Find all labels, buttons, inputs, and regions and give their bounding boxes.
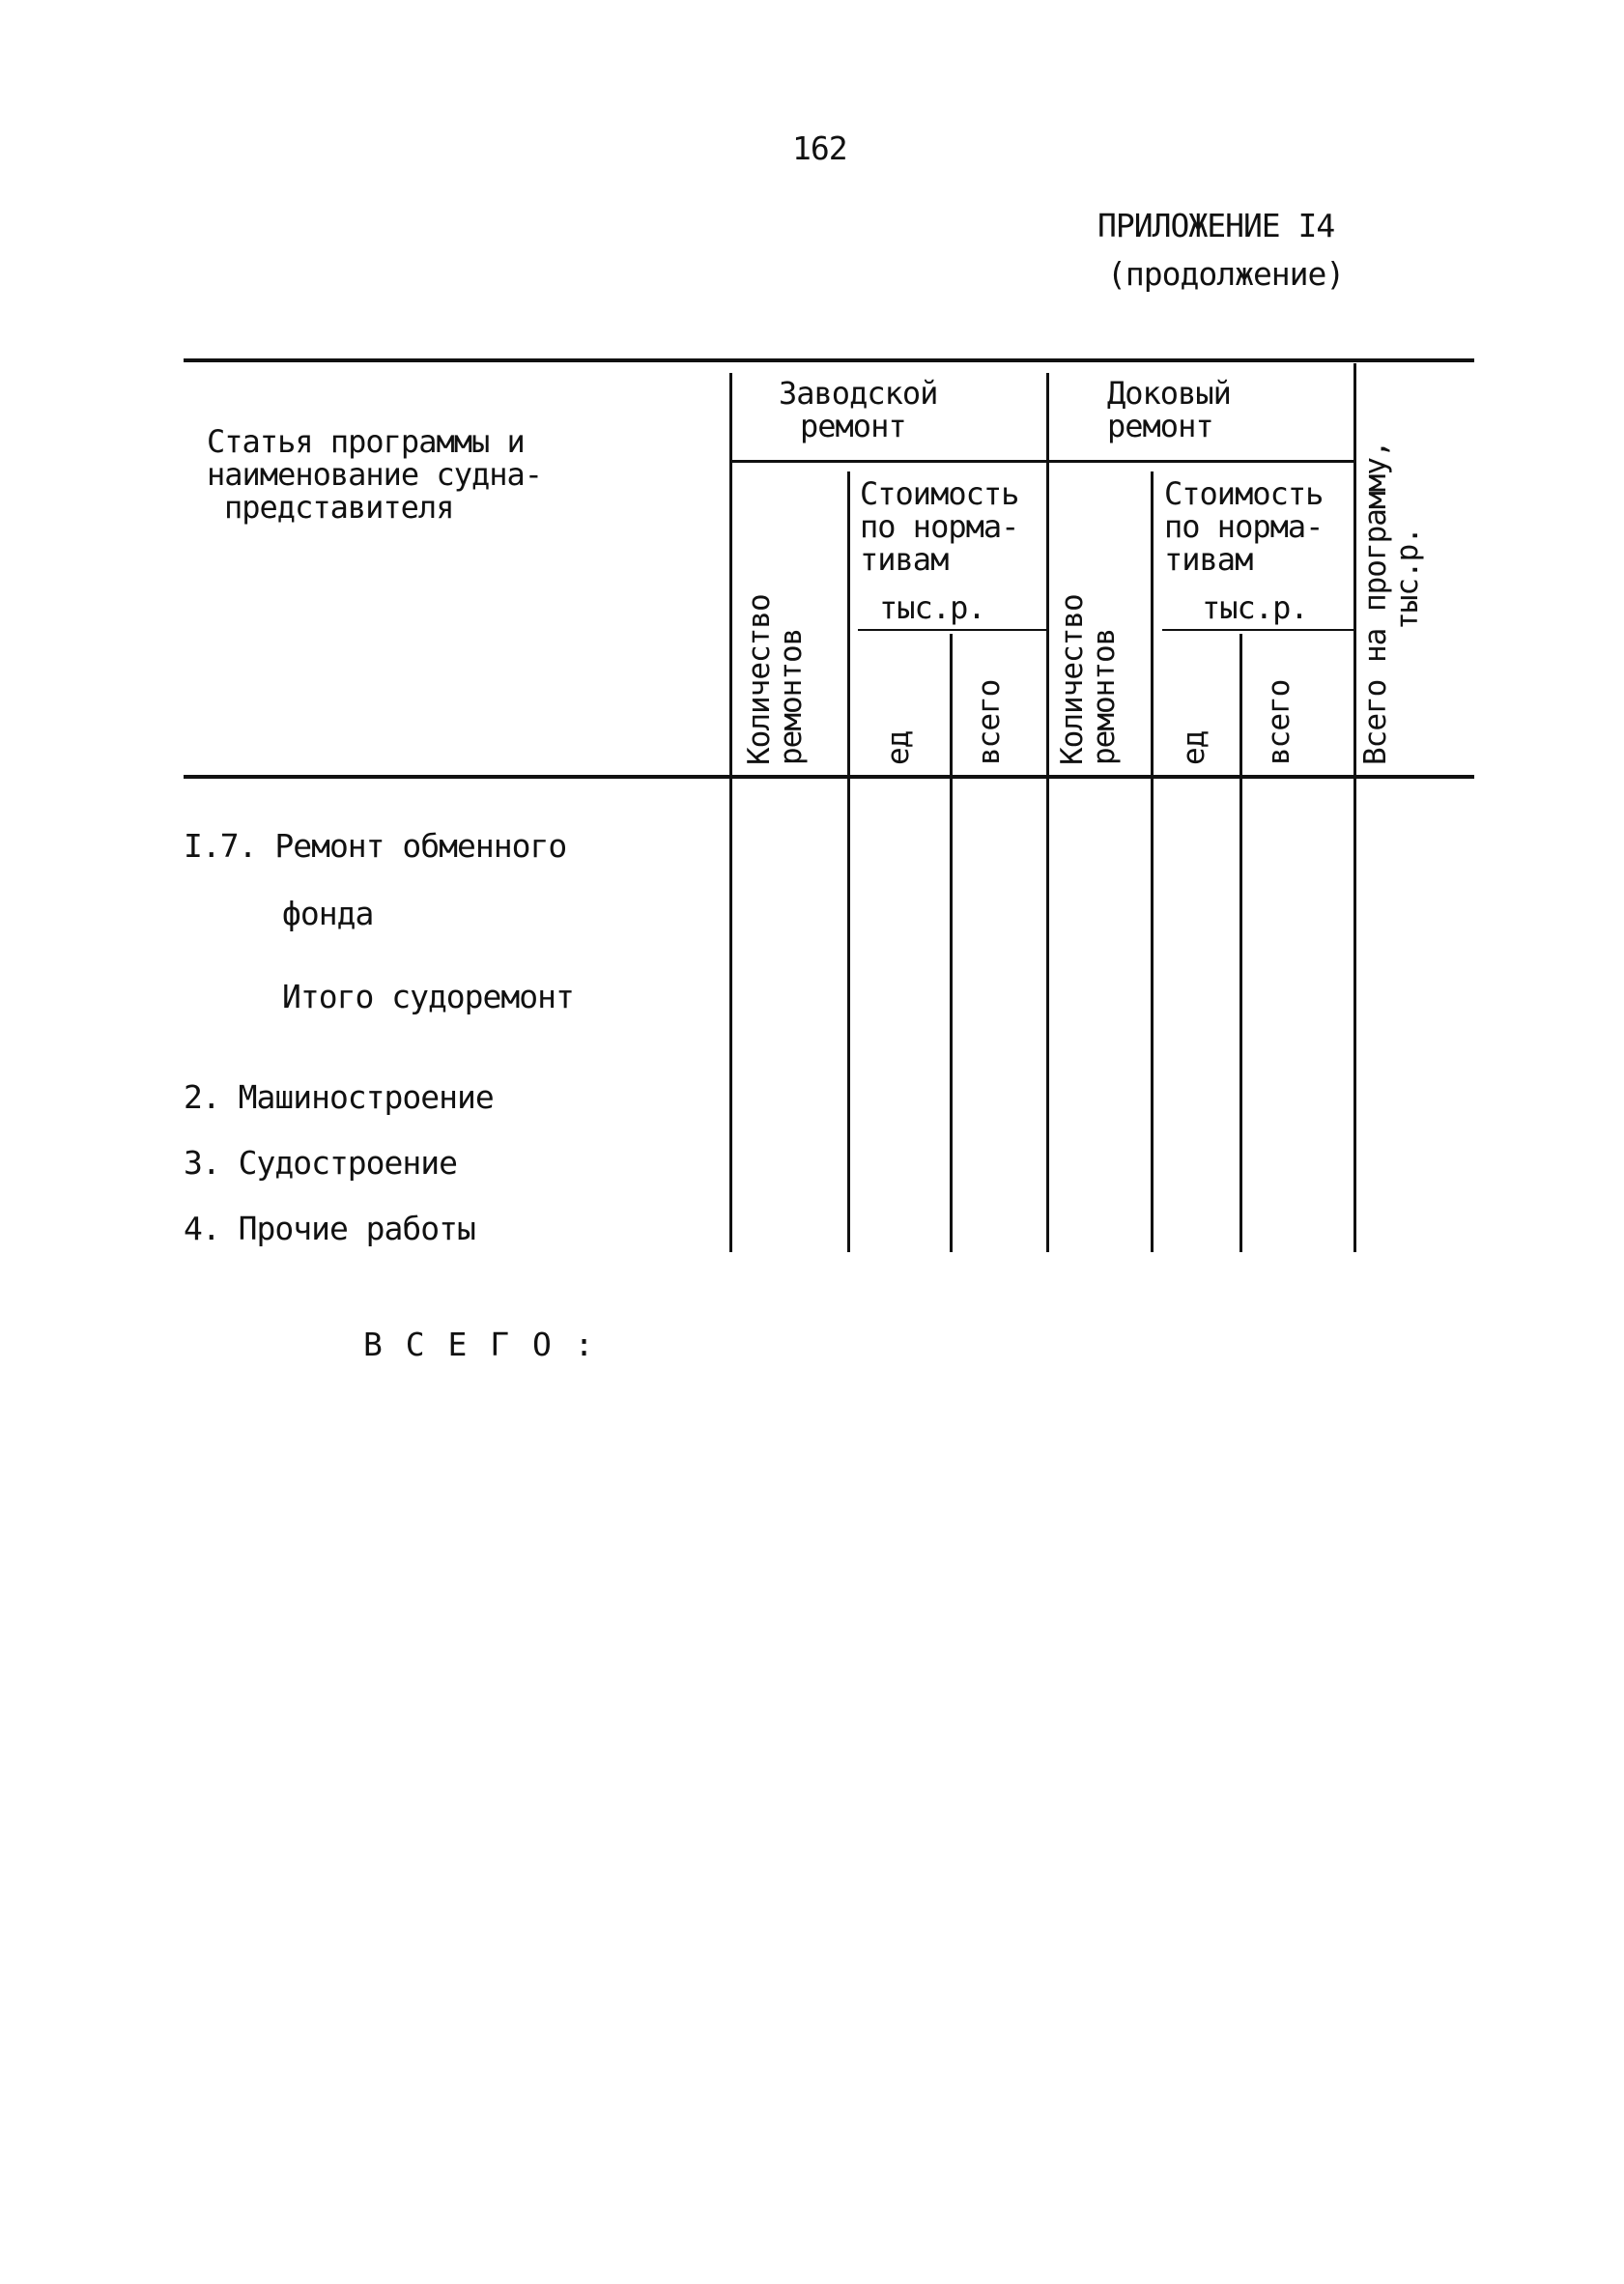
dock-cost-header-line-2: по норма- <box>1164 508 1324 545</box>
col-divider-factory-dock <box>1046 373 1049 1252</box>
appendix-note: (продолжение) <box>1107 255 1345 293</box>
dock-unit-label: тыс.р. <box>1202 589 1308 626</box>
program-total-line-1: Всего на программу, <box>1358 441 1393 765</box>
table-row-label: фонда <box>282 895 374 932</box>
factory-unit-rule <box>858 629 1048 631</box>
program-total-header <box>1360 441 1424 765</box>
table-row-label: 3. Судостроение <box>184 1144 458 1182</box>
factory-unit-label: тыс.р. <box>879 589 985 626</box>
dock-cost-header <box>1164 477 1323 576</box>
factory-cost-header-line-1: Стоимость <box>860 475 1019 512</box>
appendix-title: ПРИЛОЖЕНИЕ I4 <box>1097 207 1335 244</box>
dock-cost-header-line-3: тивам <box>1164 541 1253 578</box>
item-column-header-line-2: наименование судна- <box>207 456 543 493</box>
dock-cost-header-line-1: Стоимость <box>1164 475 1324 512</box>
dock-repairs-count-line-2: ремонтов <box>1087 628 1122 765</box>
factory-repairs-count-line-1: Количество <box>742 594 777 765</box>
factory-repair-header <box>779 377 937 443</box>
dock-total-header: всего <box>1262 679 1296 765</box>
item-column-header-line-1: Статья программы и <box>207 423 525 460</box>
col-divider-item <box>729 373 732 1252</box>
dock-repairs-count-header <box>1057 594 1121 765</box>
dock-unit-rule <box>1162 629 1355 631</box>
dock-per-unit-header: ед <box>1177 730 1211 765</box>
page-number: 162 <box>792 129 847 167</box>
col-divider-dock-unit <box>1239 634 1242 1252</box>
factory-repairs-count-line-2: ремонтов <box>774 628 809 765</box>
dock-repairs-count-line-1: Количество <box>1055 594 1090 765</box>
factory-total-header: всего <box>972 679 1007 765</box>
dock-subheader-rule <box>1048 460 1355 463</box>
factory-cost-header <box>860 477 1018 576</box>
factory-repair-header-line-1: Заводской <box>779 375 938 412</box>
dock-repair-header <box>1107 377 1231 443</box>
col-divider-factory-count <box>847 471 850 1252</box>
dock-repair-header-line-1: Доковый <box>1107 375 1231 412</box>
col-divider-factory-unit <box>950 634 953 1252</box>
factory-per-unit-header: ед <box>881 730 916 765</box>
factory-cost-header-line-3: тивам <box>860 541 949 578</box>
grand-total-label: В С Е Г О : <box>363 1326 596 1363</box>
factory-cost-header-line-2: по норма- <box>860 508 1019 545</box>
factory-repairs-count-header <box>744 594 808 765</box>
program-total-line-2: тыс.р. <box>1390 528 1425 630</box>
item-column-header-line-3: представителя <box>224 489 454 526</box>
factory-subheader-rule <box>731 460 1048 463</box>
dock-repair-header-line-2: ремонт <box>1107 408 1213 444</box>
table-top-rule <box>184 358 1474 362</box>
table-row-label: 2. Машиностроение <box>184 1078 494 1116</box>
table-header-bottom-rule <box>184 775 1474 779</box>
table-row-label: I.7. Ремонт обменного <box>184 827 567 865</box>
col-divider-dock-count <box>1151 471 1154 1252</box>
col-divider-dock-total <box>1353 363 1356 1252</box>
table-row-label: Итого судоремонт <box>282 978 574 1015</box>
table-row-label: 4. Прочие работы <box>184 1210 475 1247</box>
item-column-header <box>207 425 542 524</box>
factory-repair-header-line-2: ремонт <box>800 408 906 444</box>
